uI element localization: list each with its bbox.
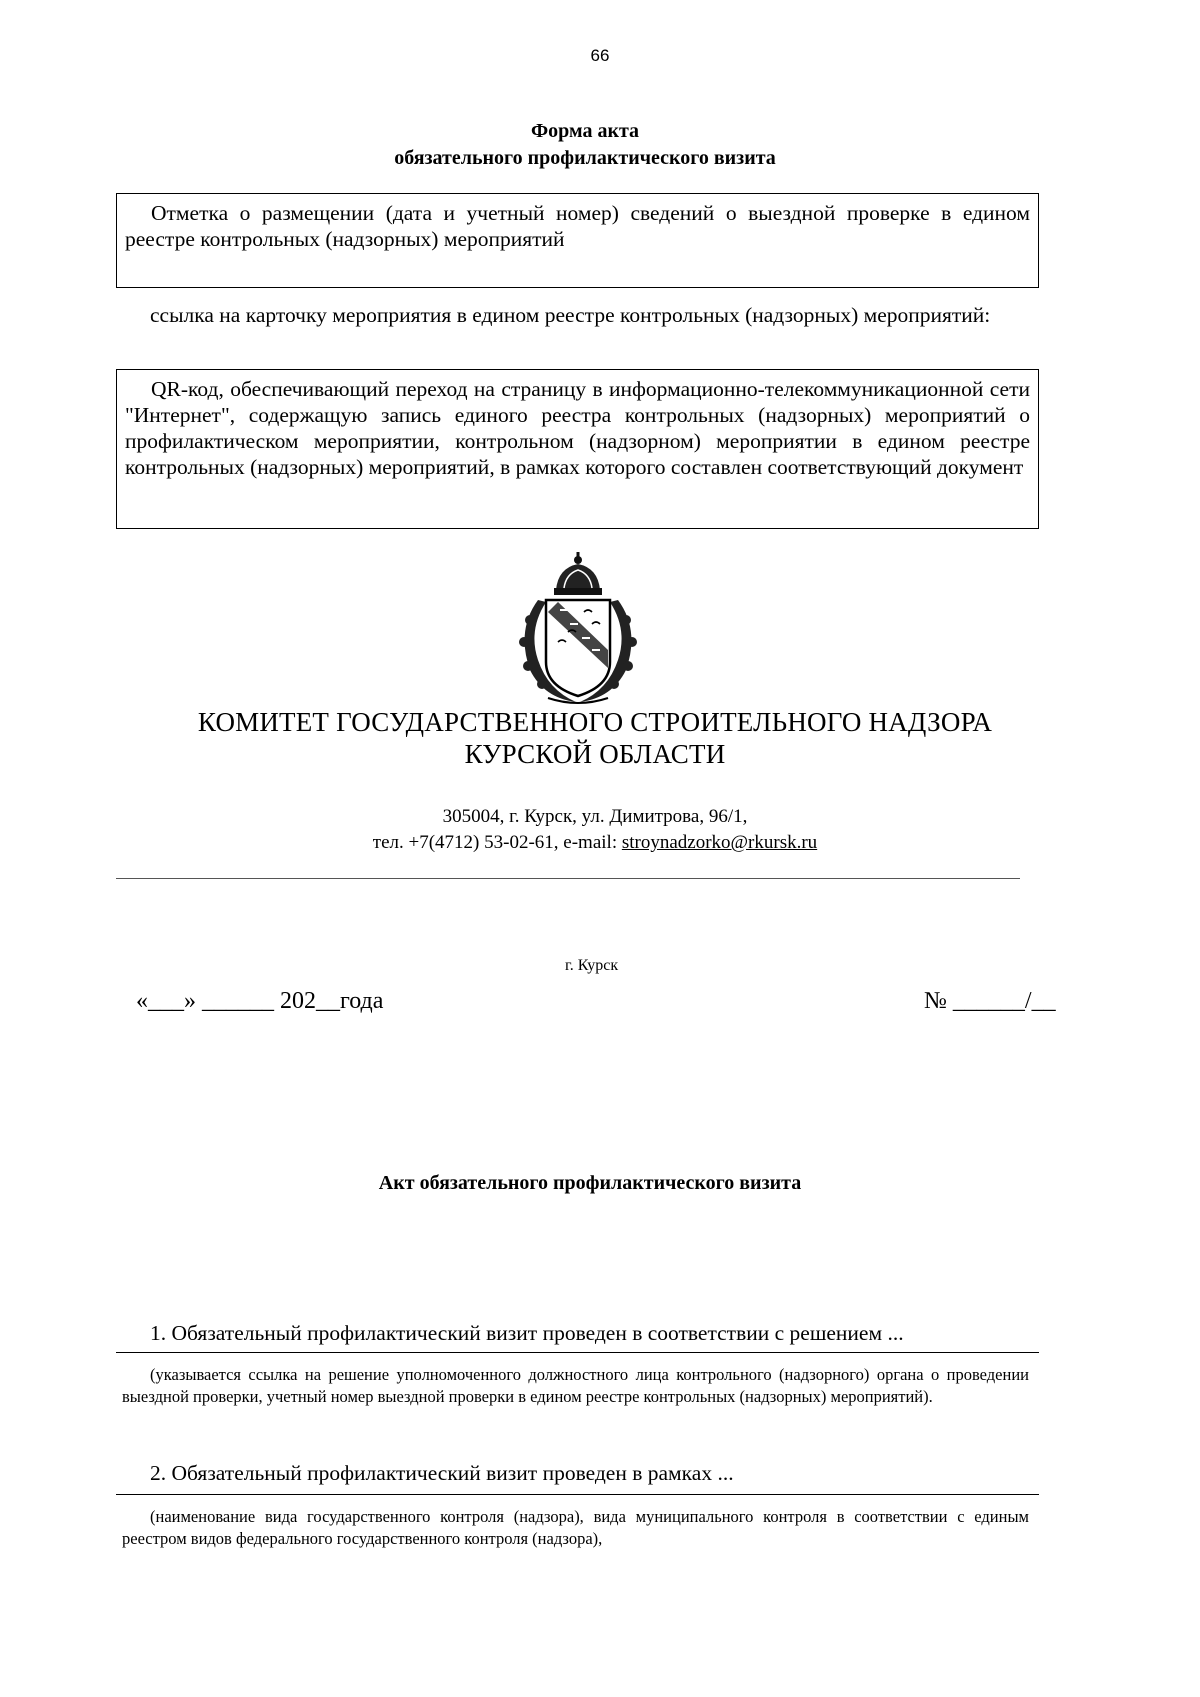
item-1-text: 1. Обязательный профилактический визит проведен в соответствии с решением ... [150, 1321, 904, 1345]
organization-name-line1: КОМИТЕТ ГОСУДАРСТВЕННОГО СТРОИТЕЛЬНОГО НАДЗОРА [197, 707, 993, 737]
registry-link-text: ссылка на карточку мероприятия в едином реестре контрольных (надзорных) мероприятий: [150, 303, 991, 327]
page-number: 66 [590, 46, 610, 65]
shield-icon [546, 600, 610, 696]
organization-email-link[interactable]: stroynadzorko@rkursk.ru [621, 832, 818, 853]
form-title-line2: обязательного профилактического визита [394, 147, 776, 169]
registry-mark-box: Отметка о размещении (дата и учетный номер) сведений о выездной проверке в едином реестре контрольных (надзорных) мероприятий [116, 193, 1039, 288]
item-2-note: (наименование вида государственного контроля (надзора), вида муниципального контроля в соответствии с единым реестром видов федерального государственного контроля (надзора), [122, 1507, 1029, 1548]
item-2-text: 2. Обязательный профилактический визит проведен в рамках ... [150, 1461, 734, 1485]
item-1-rule [116, 1352, 1039, 1353]
organization-contacts [0, 830, 1190, 855]
header-divider [116, 878, 1020, 879]
coat-of-arms-emblem [508, 550, 648, 708]
crown-icon [554, 552, 602, 595]
act-title: Акт обязательного профилактического визита [378, 1172, 802, 1194]
ribbon-icon [548, 698, 608, 703]
item-1-note: (указывается ссылка на решение уполномоченного должностного лица контрольного (надзорного) органа о проведении выездной проверки, учетный номер выездной проверки в едином реестре контрольных (надзорных) мероприятий). [122, 1365, 1029, 1406]
act-date-field: «___» ______ 202__года [136, 988, 384, 1014]
organization-name-line2: КУРСКОЙ ОБЛАСТИ [464, 739, 726, 769]
act-number-field: № ______/__ [924, 988, 1056, 1014]
form-title-line1: Форма акта [530, 120, 640, 142]
qr-code-box: QR-код, обеспечивающий переход на страницу в информационно-телекоммуникационной сети "Интернет", содержащую запись единого реестра контрольных (надзорных) мероприятий о профилактическом мероприятии, контрольном (надзорном) мероприятии в едином реестре контрольных (надзорных) мероприятий, в рамках которого составлен соответствующий документ [116, 369, 1039, 529]
organization-address: 305004, г. Курск, ул. Димитрова, 96/1, [442, 806, 748, 827]
item-2-rule [116, 1494, 1039, 1495]
city-label: г. Курск [565, 957, 619, 974]
organization-phone: тел. +7(4712) 53-02-61, e-mail: [372, 832, 622, 853]
